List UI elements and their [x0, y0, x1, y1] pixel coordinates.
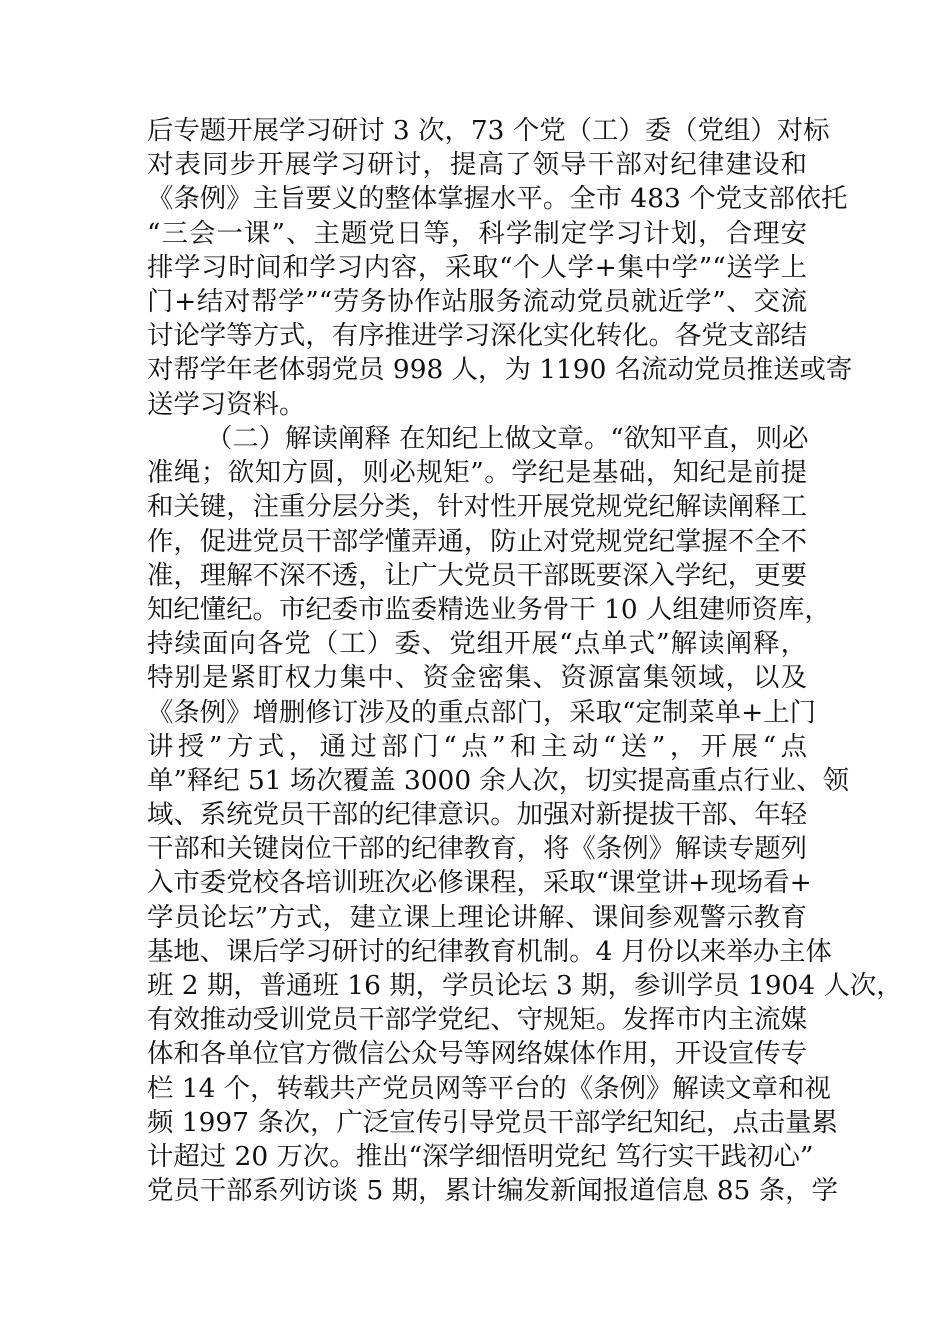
paragraph-2-line: 党员干部系列访谈 5 期，累计编发新闻报道信息 85 条，学	[147, 1175, 838, 1207]
paragraph-1-line: 《条例》主旨要义的整体掌握水平。全市 483 个党支部依托	[147, 183, 848, 215]
paragraph-2-line: 有效推动受训党员干部学党纪、守规矩。发挥市内主流媒	[147, 1004, 807, 1036]
paragraph-2-line: 《条例》增删修订涉及的重点部门，采取“定制菜单+上门	[147, 696, 816, 728]
paragraph-1-line: 门+结对帮学”“劳务协作站服务流动党员就近学”、交流	[147, 285, 807, 317]
paragraph-1	[147, 114, 853, 422]
paragraph-1-line: 讨论学等方式，有序推进学习深化实化转化。各党支部结	[147, 320, 807, 352]
paragraph-2-line: 单”释纪 51 场次覆盖 3000 余人次，切实提高重点行业、领	[147, 764, 849, 796]
paragraph-2-line: 基地、课后学习研讨的纪律教育机制。4 月份以来举办主体	[147, 935, 832, 967]
paragraph-2-line: 域、系统党员干部的纪律意识。加强对新提拔干部、年轻	[147, 799, 807, 831]
paragraph-1-line: “三会一课”、主题党日等，科学制定学习计划，合理安	[147, 217, 807, 249]
paragraph-2-line: 栏 14 个，转载共产党员网等平台的《条例》解读文章和视	[147, 1072, 831, 1104]
paragraph-2-line: 频 1997 条次，广泛宣传引导党员干部学纪知纪，点击量累	[147, 1106, 838, 1138]
paragraph-2-line: 作，促进党员干部学懂弄通，防止对党规党纪掌握不全不	[147, 525, 807, 557]
paragraph-1-line: 对表同步开展学习研讨，提高了领导干部对纪律建设和	[147, 149, 807, 181]
paragraph-2-line: 学员论坛”方式，建立课上理论讲解、课间参观警示教育	[147, 901, 807, 933]
paragraph-2-line: 知纪懂纪。市纪委市监委精选业务骨干 10 人组建师资库，	[147, 593, 831, 625]
paragraph-2	[147, 422, 903, 1208]
paragraph-2-line: 体和各单位官方微信公众号等网络媒体作用，开设宣传专	[147, 1038, 807, 1070]
paragraph-1-line: 后专题开展学习研讨 3 次，73 个党（工）委（党组）对标	[147, 115, 830, 146]
paragraph-2-line: 持续面向各党（工）委、党组开展“点单式”解读阐释，	[147, 628, 807, 660]
paragraph-2-line: 班 2 期，普通班 16 期，学员论坛 3 期，参训学员 1904 人次，	[147, 970, 903, 1001]
paragraph-2-line: 讲授”方式，通过部门“点”和主动“送”，开展“点	[147, 730, 807, 762]
paragraph-2-line: 计超过 20 万次。推出“深学细悟明党纪 笃行实干践初心”	[147, 1140, 814, 1172]
paragraph-2-line: 入市委党校各培训班次必修课程，采取“课堂讲+现场看+	[147, 867, 812, 899]
paragraph-2-line: 干部和关键岗位干部的纪律教育，将《条例》解读专题列	[147, 833, 807, 865]
section-heading-line: （二）解读阐释 在知纪上做文章。“欲知平直，则必	[206, 423, 809, 454]
paragraph-1-line: 对帮学年老体弱党员 998 人，为 1190 名流动党员推送或寄	[147, 354, 853, 386]
paragraph-2-line: 特别是紧盯权力集中、资金密集、资源富集领域，以及	[147, 662, 807, 694]
paragraph-2-line: 和关键，注重分层分类，针对性开展党规党纪解读阐释工	[147, 491, 807, 523]
paragraph-1-line: 排学习时间和学习内容，采取“个人学+集中学”“送学上	[147, 251, 807, 283]
paragraph-2-line: 准绳；欲知方圆，则必规矩”。学纪是基础，知纪是前提	[147, 457, 807, 489]
paragraph-1-line: 送学习资料。	[147, 388, 306, 420]
paragraph-2-line: 准，理解不深不透，让广大党员干部既要深入学纪，更要	[147, 559, 807, 591]
